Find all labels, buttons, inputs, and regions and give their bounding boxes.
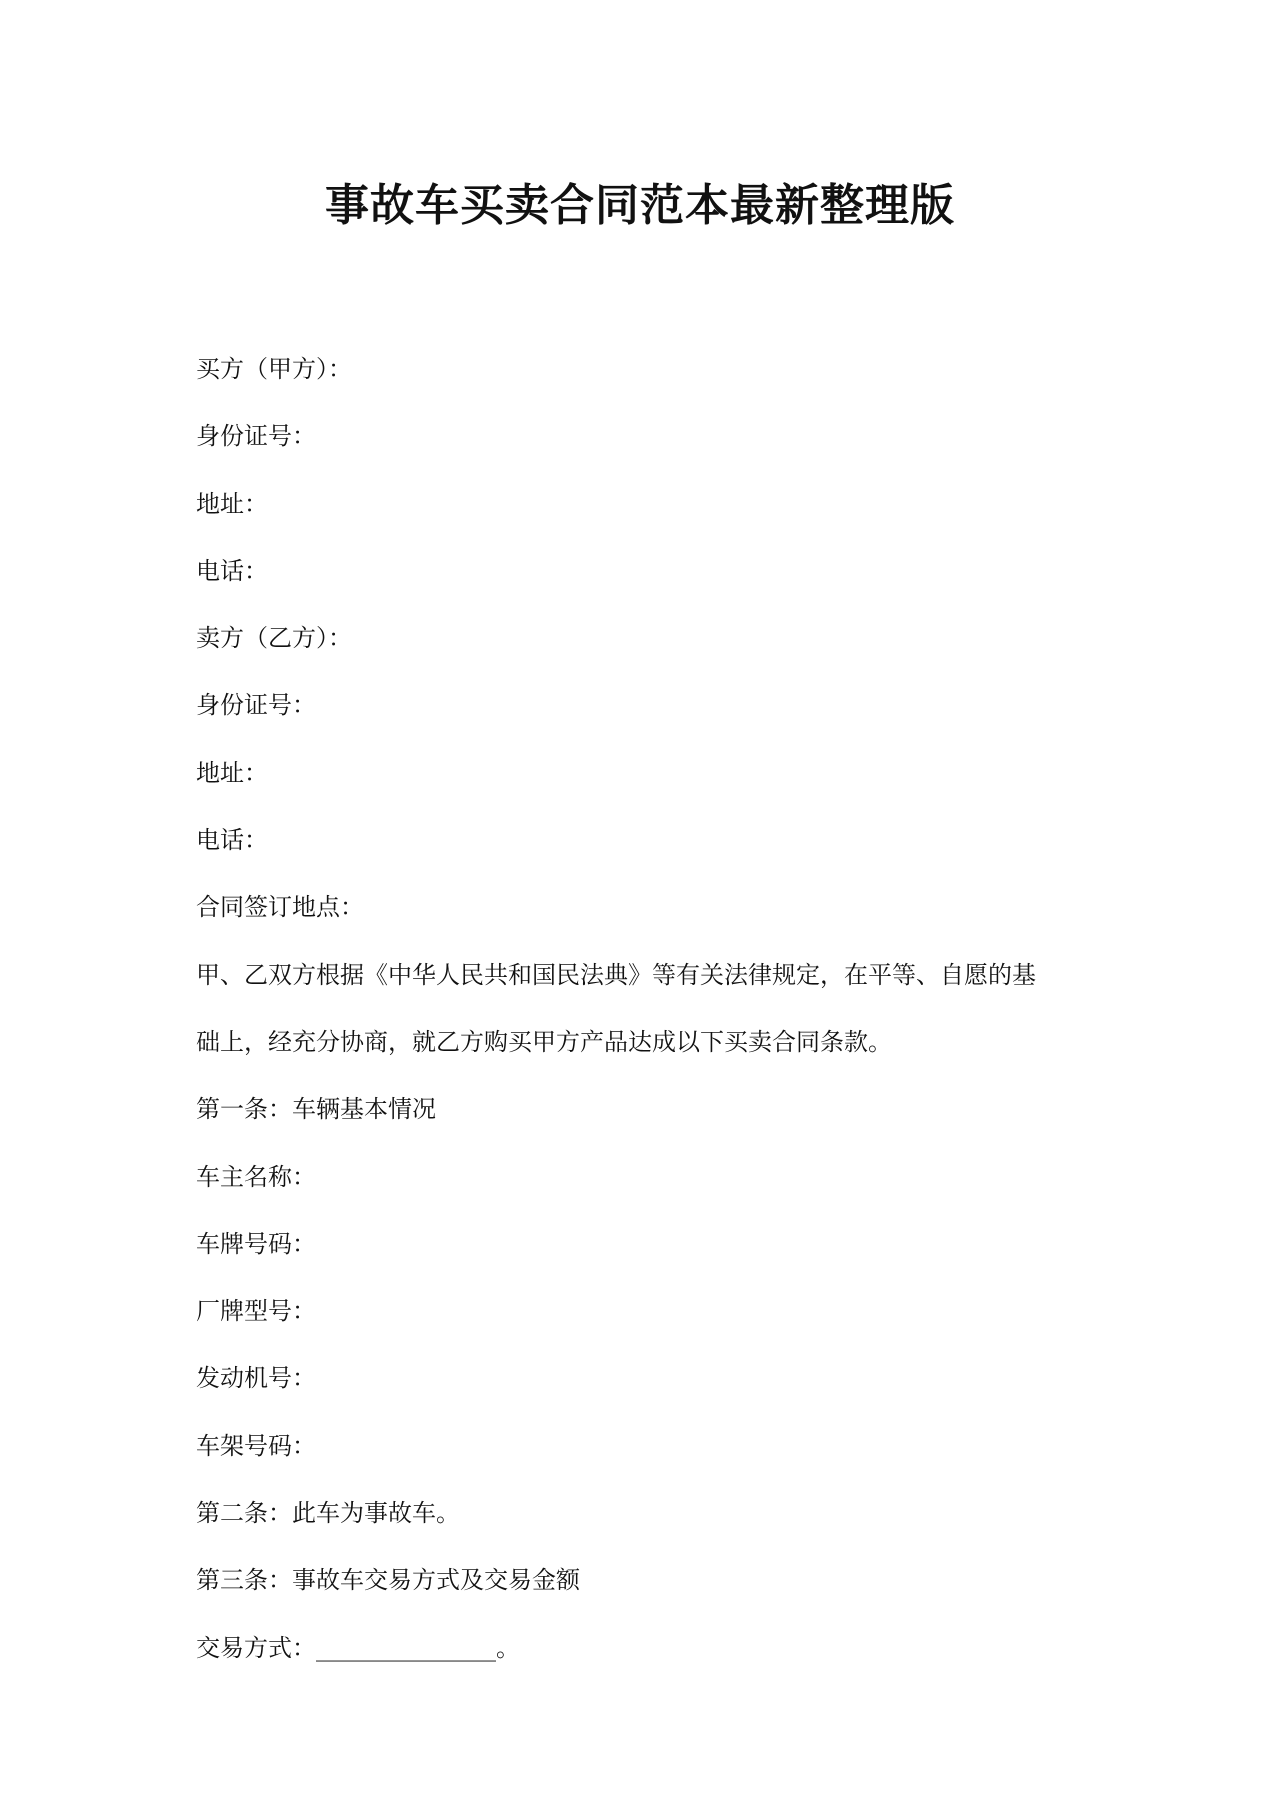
preamble-line-2: 础上，经充分协商，就乙方购买甲方产品达成以下买卖合同条款。 [196,1027,892,1056]
article-3-heading: 第三条：事故车交易方式及交易金额 [196,1566,580,1595]
document-title: 事故车买卖合同范本最新整理版 [325,180,955,231]
buyer-address-label: 地址： [196,489,268,518]
article-1-heading: 第一条：车辆基本情况 [196,1095,436,1124]
signing-place-label: 合同签订地点： [196,893,364,922]
seller-address-label: 地址： [196,758,268,787]
article-2-heading: 第二条：此车为事故车。 [196,1499,460,1528]
preamble-line-1: 甲、乙双方根据《中华人民共和国民法典》等有关法律规定，在平等、自愿的基 [196,960,1036,989]
buyer-id-label: 身份证号： [196,422,316,451]
brand-model-label: 厂牌型号： [196,1297,316,1326]
buyer-phone-label: 电话： [196,556,268,585]
seller-id-label: 身份证号： [196,691,316,720]
document-body [196,336,1096,1682]
owner-name-label: 车主名称： [196,1162,316,1191]
frame-number-label: 车架号码： [196,1431,316,1460]
seller-phone-label: 电话： [196,826,268,855]
buyer-label: 买方（甲方）： [196,355,352,383]
plate-number-label: 车牌号码： [196,1229,316,1258]
transaction-method-line: 交易方式：_______________。 [196,1633,520,1662]
seller-label: 卖方（乙方）： [196,624,352,653]
engine-number-label: 发动机号： [196,1364,316,1393]
